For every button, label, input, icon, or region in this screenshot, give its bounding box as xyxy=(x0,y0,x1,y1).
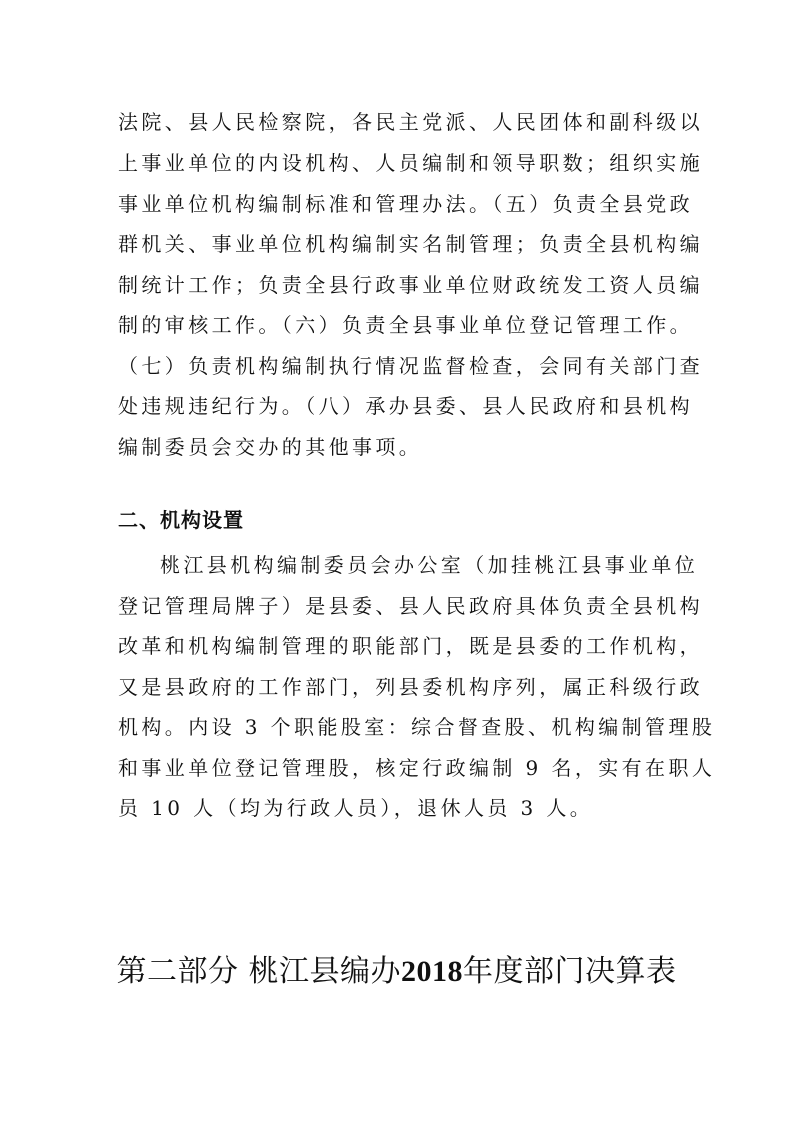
paragraph1-line-5: 制统计工作；负责全县行政事业单位财政统发工资人员编 xyxy=(118,273,703,297)
paragraph1-line-1: 法院、县人民检察院，各民主党派、人民团体和副科级以 xyxy=(118,110,703,134)
section2-line-1: 桃江县机构编制委员会办公室（加挂桃江县事业单位 xyxy=(160,553,699,577)
part-title-year: 2018 xyxy=(401,955,464,988)
section2-line-6: 和事业单位登记管理股，核定行政编制 9 名，实有在职人 xyxy=(118,756,716,780)
section2-line-5: 机构。内设 3 个职能股室：综合督查股、机构编制管理股 xyxy=(118,715,716,739)
paragraph1-line-4: 群机关、事业单位机构编制实名制管理；负责全县机构编 xyxy=(118,232,703,256)
paragraph1-line-9: 编制委员会交办的其他事项。 xyxy=(118,435,423,459)
paragraph1-line-8: 处违规违纪行为。（八）承办县委、县人民政府和县机构 xyxy=(118,394,693,418)
part-title-suffix: 年度部门决算表 xyxy=(463,954,677,989)
section2-line-4: 又是县政府的工作部门，列县委机构序列，属正科级行政 xyxy=(118,675,703,699)
part-title-prefix: 第二部分 桃江县编办 xyxy=(116,954,402,989)
part-title xyxy=(0,952,793,992)
section2-line-3: 改革和机构编制管理的职能部门，既是县委的工作机构， xyxy=(118,634,703,658)
paragraph1-line-7: （七）负责机构编制执行情况监督检查，会同有关部门查 xyxy=(118,354,703,378)
paragraph1-line-2: 上事业单位的内设机构、人员编制和领导职数；组织实施 xyxy=(118,151,703,175)
section2-line-2: 登记管理局牌子）是县委、县人民政府具体负责全县机构 xyxy=(118,594,703,618)
section-heading: 二、机构设置 xyxy=(118,508,244,532)
paragraph1-line-3: 事业单位机构编制标准和管理办法。（五）负责全县党政 xyxy=(118,192,693,216)
paragraph1-line-6: 制的审核工作。（六）负责全县事业单位登记管理工作。 xyxy=(118,313,693,337)
section2-line-7: 员 10 人（均为行政人员），退休人员 3 人。 xyxy=(118,796,594,820)
